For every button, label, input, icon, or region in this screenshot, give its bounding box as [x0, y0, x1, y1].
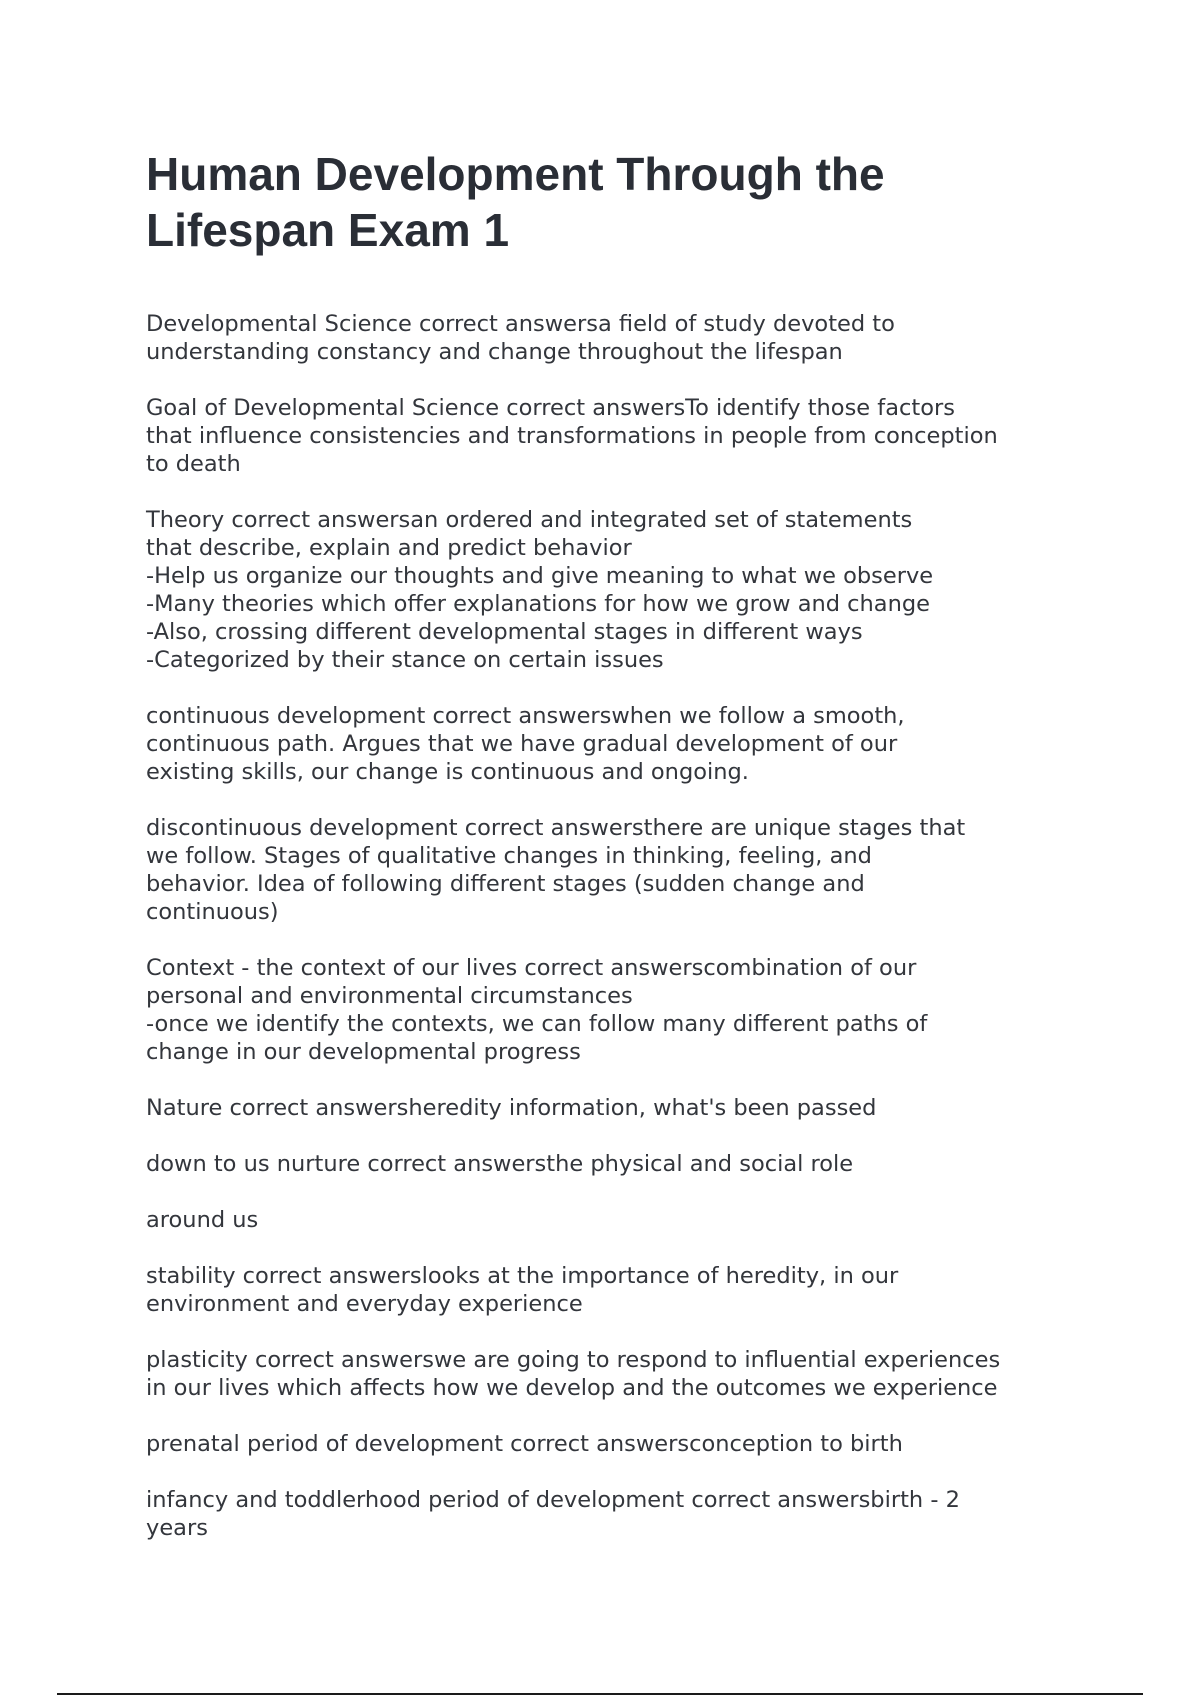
- entry-list: [146, 310, 1076, 1542]
- entry-line: discontinuous development correct answersthere are unique stages that: [146, 815, 966, 841]
- page-title: Human Development Through the Lifespan Exam 1: [146, 148, 885, 256]
- entry-line: down to us nurture correct answersthe physical and social role: [146, 1151, 854, 1177]
- entry-continuous-development: [146, 702, 1076, 786]
- entry-developmental-science: [146, 310, 1076, 366]
- entry-line: behavior. Idea of following different stages (sudden change and: [146, 871, 865, 897]
- entry-theory: [146, 506, 1076, 674]
- entry-line: continuous development correct answerswhen we follow a smooth,: [146, 703, 905, 729]
- entry-line: -Help us organize our thoughts and give meaning to what we observe: [146, 563, 934, 589]
- entry-line: around us: [146, 1207, 259, 1233]
- entry-line: years: [146, 1515, 208, 1541]
- entry-line: to death: [146, 451, 241, 477]
- entry-discontinuous-development: [146, 814, 1076, 926]
- entry-line: understanding constancy and change throughout the lifespan: [146, 339, 843, 365]
- entry-line: change in our developmental progress: [146, 1039, 581, 1065]
- entry-line: -Also, crossing different developmental stages in different ways: [146, 619, 863, 645]
- entry-line: Developmental Science correct answersa field of study devoted to: [146, 311, 895, 337]
- entry-context: [146, 954, 1076, 1066]
- entry-line: Context - the context of our lives correct answerscombination of our: [146, 955, 917, 981]
- entry-line: Nature correct answersheredity information, what's been passed: [146, 1095, 877, 1121]
- entry-line: that describe, explain and predict behavior: [146, 535, 632, 561]
- entry-line: continuous path. Argues that we have gradual development of our: [146, 731, 898, 757]
- entry-infancy-toddlerhood-period: [146, 1486, 1076, 1542]
- entry-line: plasticity correct answerswe are going to respond to influential experiences: [146, 1347, 1001, 1373]
- entry-plasticity: [146, 1346, 1076, 1402]
- entry-line: prenatal period of development correct answersconception to birth: [146, 1431, 903, 1457]
- entry-line: Theory correct answersan ordered and integrated set of statements: [146, 507, 913, 533]
- entry-line: existing skills, our change is continuous and ongoing.: [146, 759, 749, 785]
- document-page: [146, 146, 1076, 1570]
- entry-stability: [146, 1262, 1076, 1318]
- entry-line: environment and everyday experience: [146, 1291, 583, 1317]
- entry-line: -once we identify the contexts, we can follow many different paths of: [146, 1011, 928, 1037]
- entry-line: -Many theories which offer explanations for how we grow and change: [146, 591, 930, 617]
- page-bottom-divider: [57, 1693, 1143, 1695]
- entry-line: infancy and toddlerhood period of development correct answersbirth - 2: [146, 1487, 960, 1513]
- entry-line: we follow. Stages of qualitative changes in thinking, feeling, and: [146, 843, 872, 869]
- entry-line: in our lives which affects how we develop and the outcomes we experience: [146, 1375, 998, 1401]
- entry-line: personal and environmental circumstances: [146, 983, 633, 1009]
- entry-nature: [146, 1094, 1076, 1122]
- entry-nurture-continued: [146, 1206, 1076, 1234]
- entry-prenatal-period: [146, 1430, 1076, 1458]
- entry-nurture: [146, 1150, 1076, 1178]
- entry-line: that influence consistencies and transformations in people from conception: [146, 423, 998, 449]
- entry-line: stability correct answerslooks at the importance of heredity, in our: [146, 1263, 899, 1289]
- entry-line: continuous): [146, 899, 279, 925]
- entry-goal-of-developmental-science: [146, 394, 1076, 478]
- entry-line: -Categorized by their stance on certain issues: [146, 647, 664, 673]
- entry-line: Goal of Developmental Science correct answersTo identify those factors: [146, 395, 955, 421]
